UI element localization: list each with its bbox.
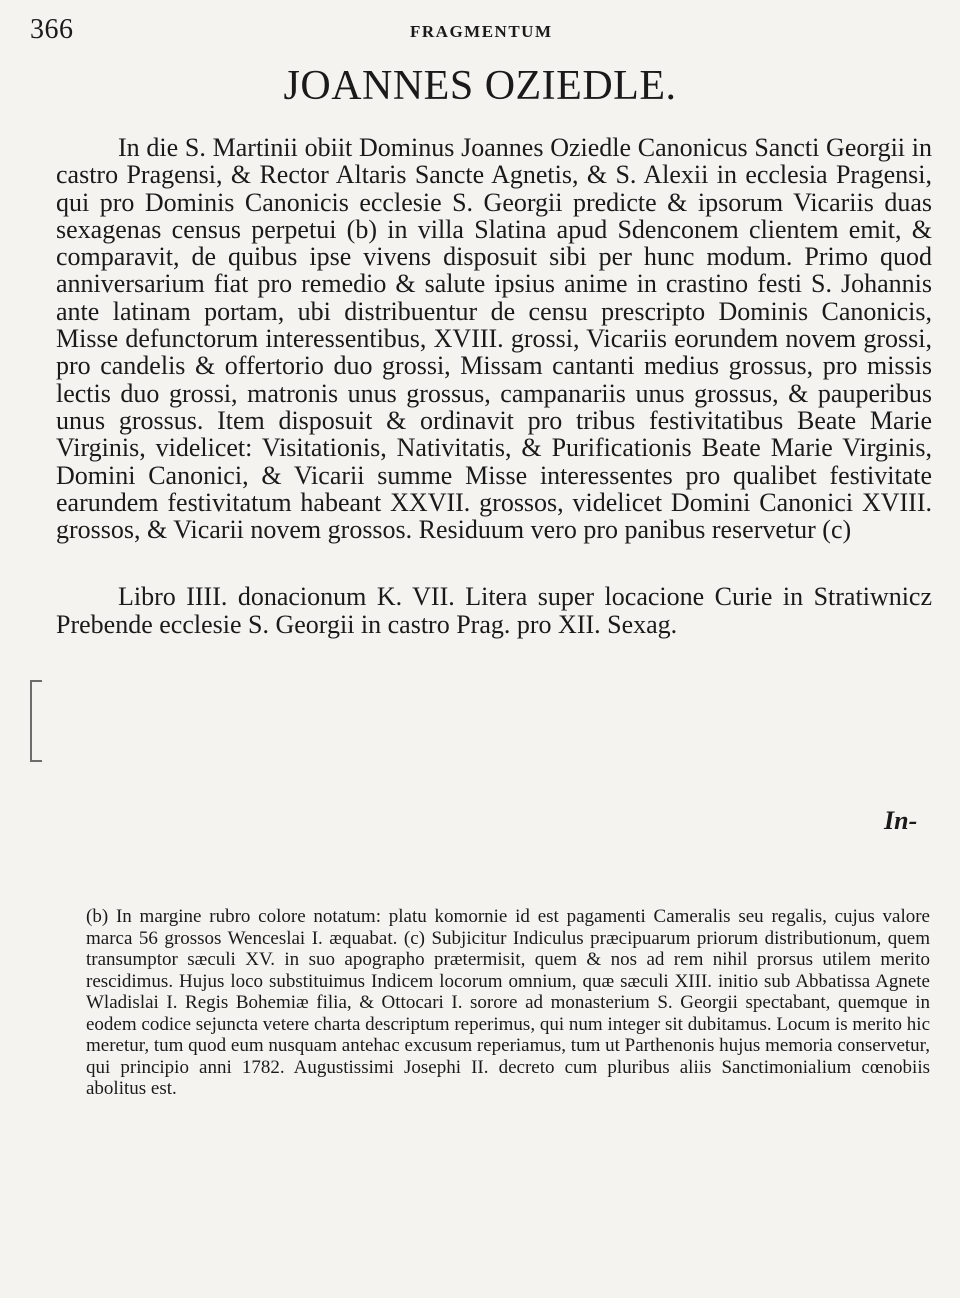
footnote-text: (b) In margine rubro colore notatum: platu komornie id est pagamenti Cameralis seu regalis, cujus valore marca 56 grossos Wenceslai I. æquabat. (c) Subjicitur Indiculus præcipuarum priorum distributionum, quem transumptor sæculi XV. in suo apographo prætermisit, quem & nos ad rem nihil prorsus utilem merito rescidimus. Hujus loco substituimus Indicem locorum omnium, quæ sæculi XIII. initio sub Abbatissa Agnete Wladislai I. Regis Bohemiæ filia, & Ottocari I. sorore ad monasterium S. Georgii spectabant, quemque in eodem codice sejuncta vetere charta descriptum reperimus, qui num integer sit dubitamus. Locum is merito hic meretur, tum quod eum nusquam antehac excusum reperiamus, tum ut Parthenonis hujus memoria conservetur, qui principio anni 1782. Augustissimi Josephi II. decreto cum pluribus aliis Sanctimonialium cœnobiis abolitus est. — [86, 906, 930, 1099]
catchword: In- — [884, 806, 918, 835]
main-text — [56, 134, 932, 638]
page-number: 366 — [30, 14, 74, 45]
footnotes — [86, 906, 930, 1100]
paragraph-obituary: In die S. Martinii obiit Dominus Joannes Oziedle Canonicus Sancti Georgii in castro Pragensi, & Rector Altaris Sancte Agnetis, & S. Alexii in ecclesia Pragensi, qui pro Dominis Canonicis ecclesie S. Georgii predicte & ipsorum Vicariis duas sexagenas census perpetui (b) in villa Slatina apud Sdenconem clientem emit, & comparavit, de quibus ipse vivens disposuit sibi per hunc modum. Primo quod anniversarium fiat pro remedio & salute ipsius anime in crastino festi S. Johannis ante latinam portam, ubi distribuentur de censu prescripto Dominis Canonicis, Misse defunctorum interessentibus, XVIII. grossi, Vicariis eorundem novem grossi, pro candelis & offertorio duo grossi, Missam cantanti medius grossus, pro missis lectis duo grossi, matronis unus grossus, campanariis unus grossus, & pauperibus unus grossus. Item disposuit & ordinavit pro tribus festivitatibus Beate Marie Virginis, videlicet: Visitationis, Nativitatis, & Purificationis Beate Marie Virginis, Domini Canonici, & Vicarii summe Misse interessentes pro qualibet festivitate earundem festivitatum habeant XXVII. grossos, videlicet Domini Canonici XVIII. grossos, & Vicarii novem grossos. Residuum vero pro panibus reservetur (c) — [56, 133, 932, 545]
running-head: FRAGMENTUM — [410, 22, 553, 41]
section-title: JOANNES OZIEDLE. — [283, 63, 677, 109]
margin-bracket — [30, 680, 42, 762]
paragraph-libro: Libro IIII. donacionum K. VII. Litera super locacione Curie in Stratiwnicz Prebende ecclesie S. Georgii in castro Prag. pro XII. Sexag. — [56, 582, 932, 639]
